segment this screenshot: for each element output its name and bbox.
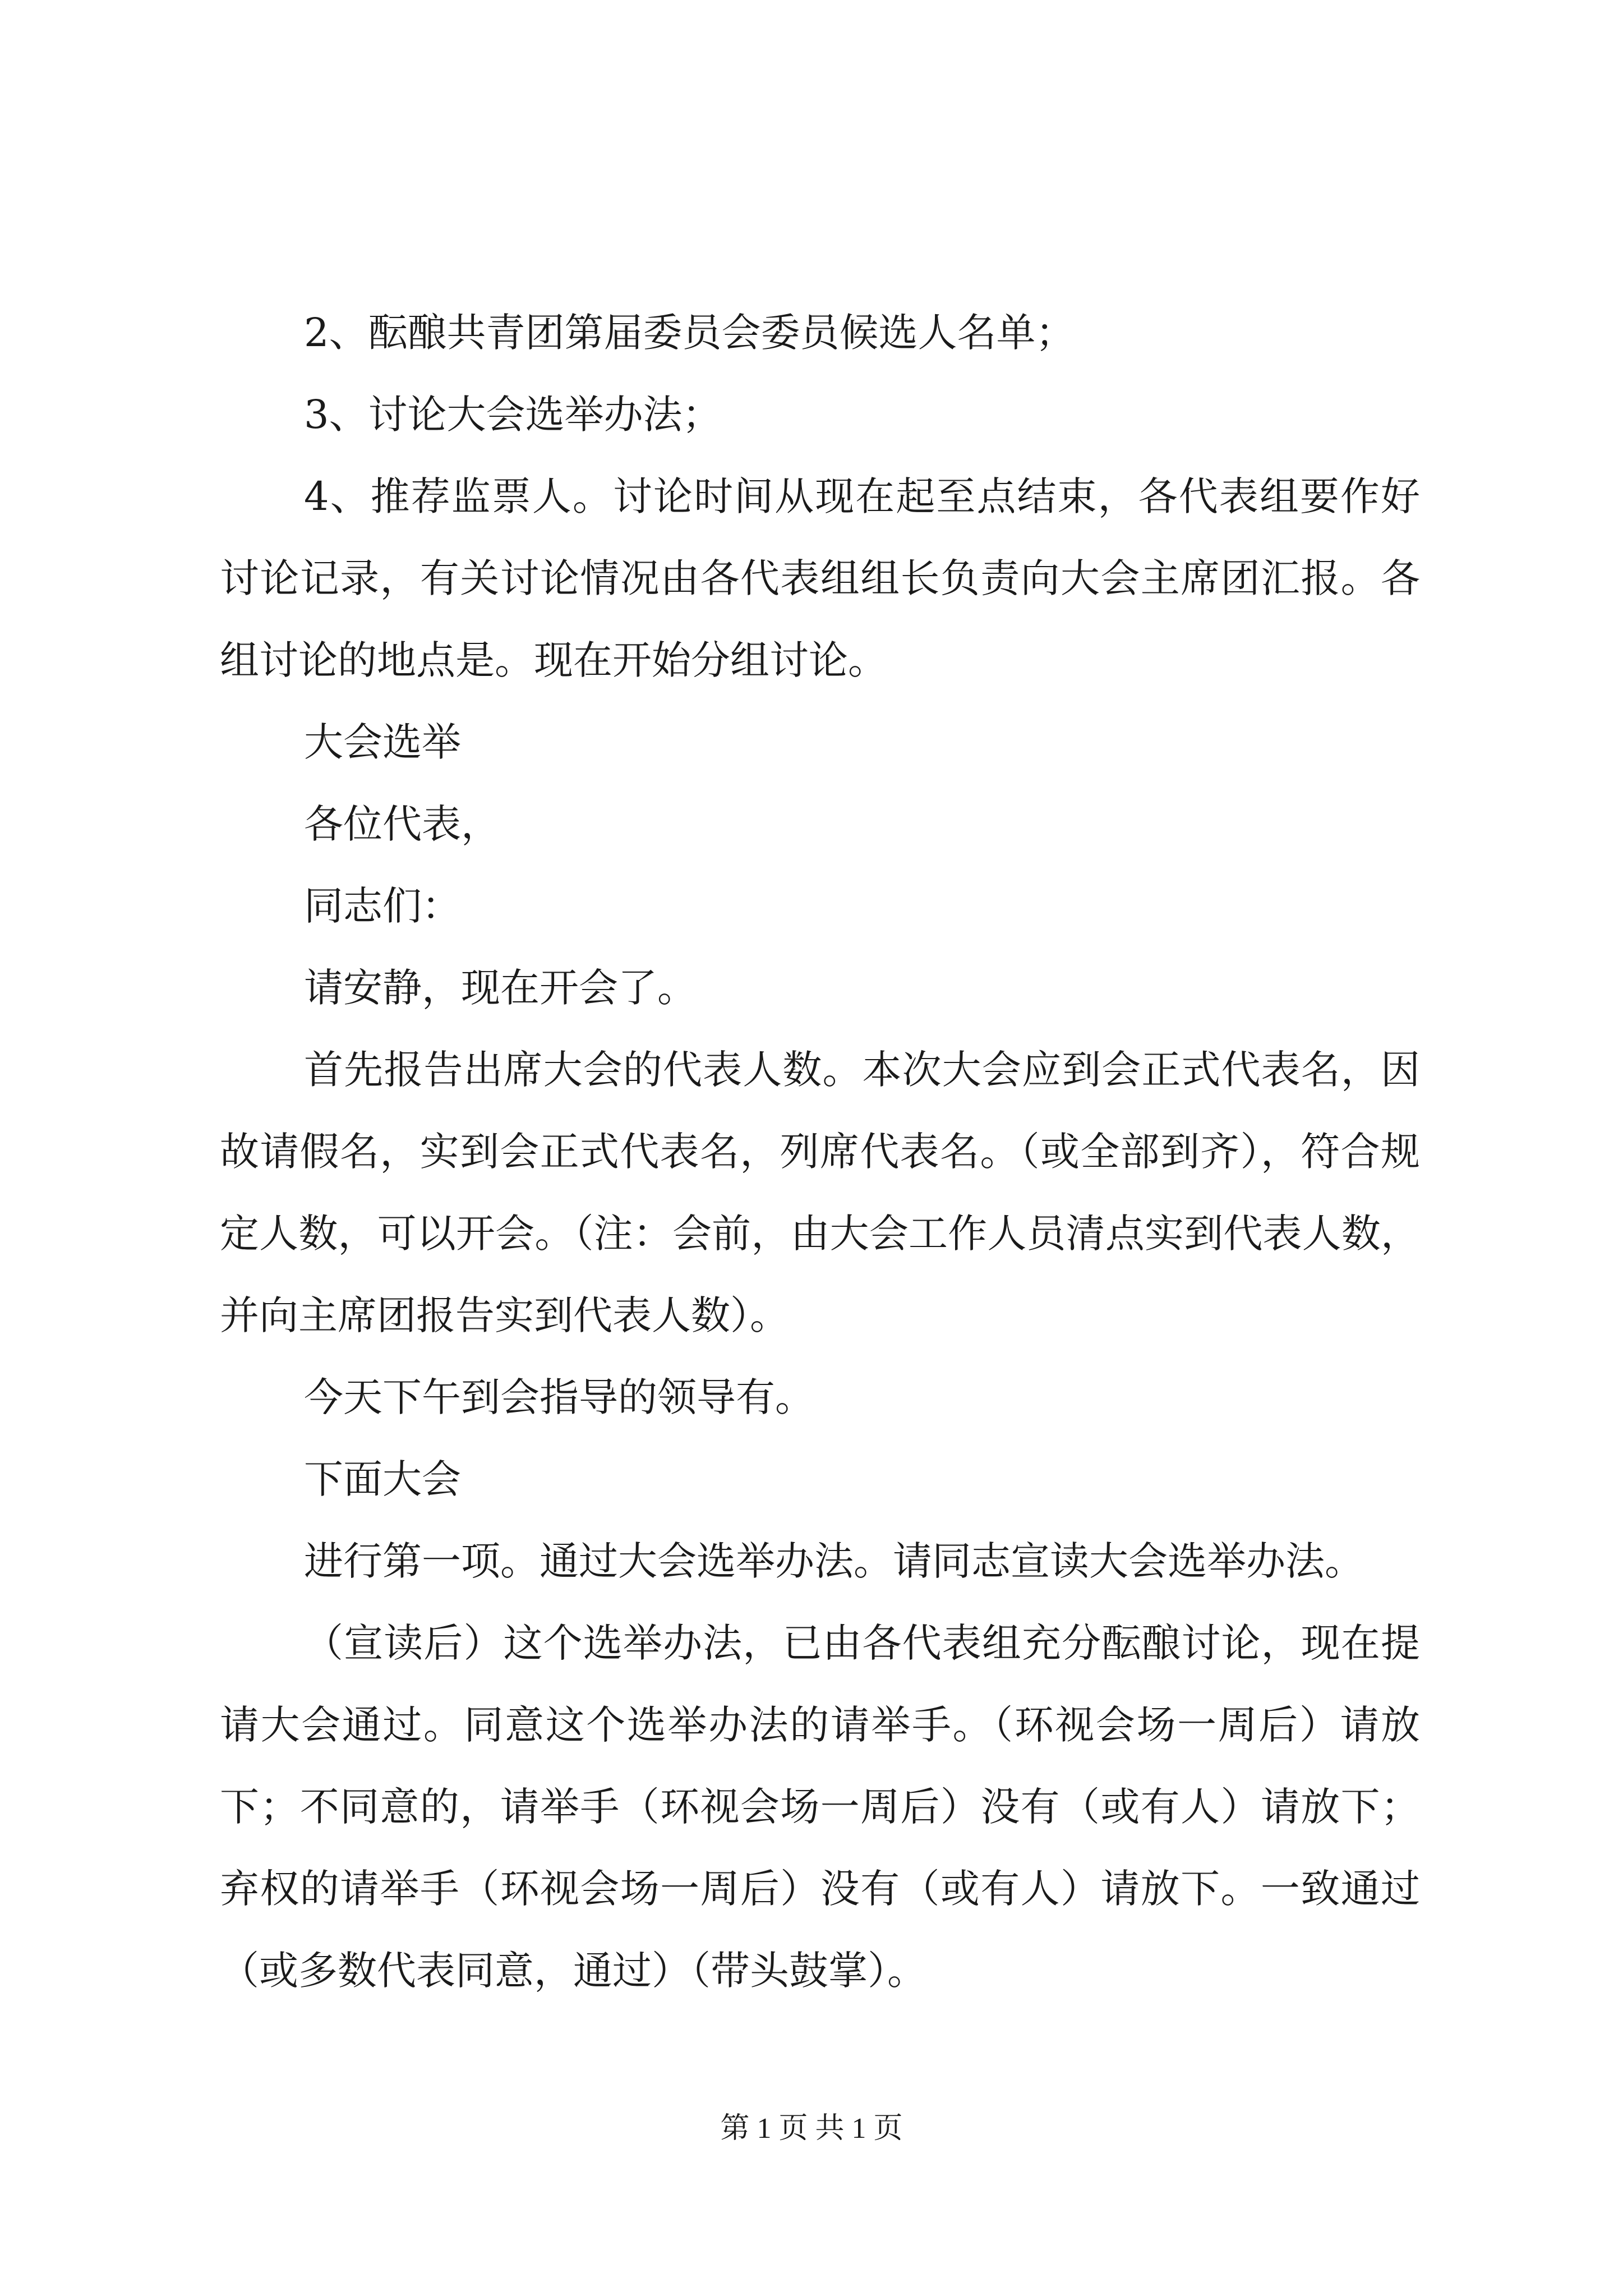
paragraph: 今天下午到会指导的领导有。 — [304, 1374, 814, 1420]
salutation: 同志们： — [304, 883, 461, 929]
paragraph: 4、推荐监票人。讨论时间从现在起至点结束，各代表组要作好讨论记录，有关讨论情况由各代表组组长负责向大会主席团汇报。各组讨论的地点是。现在开始分组讨论。 — [220, 473, 1420, 683]
paragraph: （宣读后）这个选举办法，已由各代表组充分酝酿讨论，现在提请大会通过。同意这个选举办法的请举手。（环视会场一周后）请放下；不同意的，请举手（环视会场一周后）没有（或有人）请放下；弃权的请举手（环视会场一周后）没有（或有人）请放下。一致通过（或多数代表同意，通过）（带头鼓掌）。 — [220, 1620, 1420, 1994]
document-body — [220, 292, 1420, 2012]
salutation: 各位代表， — [304, 801, 500, 847]
paragraph: 下面大会 — [304, 1456, 461, 1502]
section-heading: 大会选举 — [304, 719, 461, 765]
paragraph: 首先报告出席大会的代表人数。本次大会应到会正式代表名，因故请假名，实到会正式代表名，列席代表名。（或全部到齐），符合规定人数，可以开会。（注：会前，由大会工作人员清点实到代表人数，并向主席团报告实到代表人数）。 — [220, 1047, 1420, 1338]
page-number: 第 1 页 共 1 页 — [720, 2113, 903, 2145]
paragraph: 3、讨论大会选举办法； — [304, 392, 722, 438]
paragraph: 请安静，现在开会了。 — [304, 965, 697, 1011]
paragraph: 进行第一项。通过大会选举办法。请同志宣读大会选举办法。 — [304, 1538, 1364, 1584]
page-footer — [0, 2106, 1623, 2151]
paragraph: 2、酝酿共青团第届委员会委员候选人名单； — [304, 310, 1075, 356]
